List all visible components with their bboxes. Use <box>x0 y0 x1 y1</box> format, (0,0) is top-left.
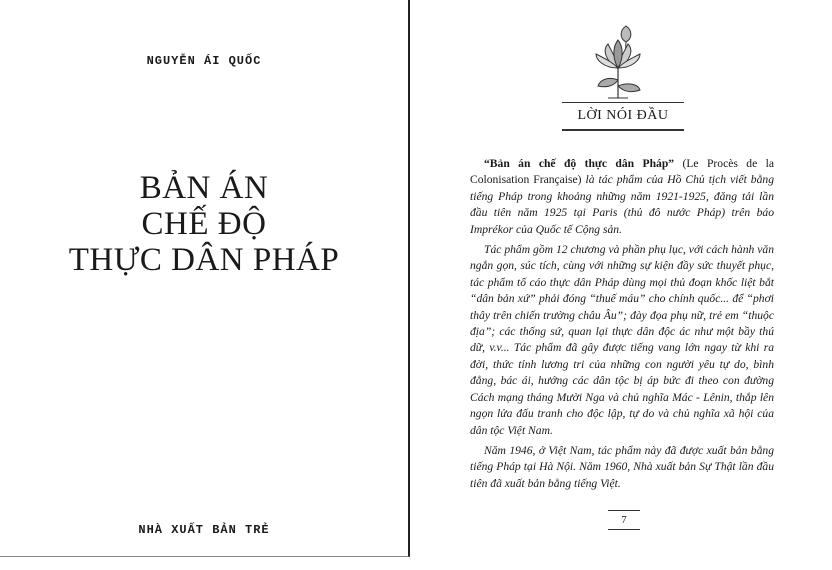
paragraph <box>470 156 774 238</box>
preface-text <box>470 156 774 496</box>
book-title-line-3: THỰC DÂN PHÁP <box>68 242 340 278</box>
lotus-icon <box>588 20 648 100</box>
paragraph-text: là tác phẩm của Hồ Chủ tịch viết bằng tiếng Pháp trong khoảng những năm 1921-1925, đăng tải lần đầu tiên năm 1925 tại Paris (thủ đô nước Pháp) trên báo Imprékor của Quốc tế Cộng sản. <box>470 173 774 236</box>
paragraph: Năm 1946, ở Việt Nam, tác phẩm này đã được xuất bản bằng tiếng Pháp tại Hà Nội. Năm 1960, Nhà xuất bản Sự Thật lần đầu tiên đã xuất bản bằng tiếng Việt. <box>470 443 774 490</box>
right-page <box>418 0 832 570</box>
book-author: NGUYỄN ÁI QUỐC <box>146 54 262 68</box>
work-title: “Bản án chế độ thực dân Pháp” <box>484 157 675 170</box>
section-heading: LỜI NÓI ĐẦU <box>562 102 684 131</box>
book-title <box>0 170 408 278</box>
book-title-line-1: BẢN ÁN <box>139 170 269 206</box>
book-publisher: NHÀ XUẤT BẢN TRẺ <box>138 523 270 537</box>
left-page <box>0 0 410 557</box>
original-title: (Le Procès de la Colonisation Française) <box>470 157 775 187</box>
book-title-line-2: CHẾ ĐỘ <box>141 206 267 242</box>
paragraph: Tác phẩm gồm 12 chương và phần phụ lục, với cách hành văn ngắn gọn, súc tích, cùng với những sự kiện đầy sức thuyết phục, tác phẩm tố cáo thực dân Pháp dùng mọi thủ đoạn khốc liệt bắt “dân bản xứ” phải đóng “thuế máu” cho chính quốc... để “phơi thây trên chiến trường châu Âu”; đày đọa phụ nữ, trẻ em “thuộc địa”; các thống sứ, quan lại thực dân độc ác như một bầy thú dữ, v.v... Tác phẩm đã gây được tiếng vang lớn ngay từ khi ra đời, thức tỉnh lương tri của những con người yêu tự do, bình đẳng, bác ái, hướng các dân tộc bị áp bức đi theo con đường Cách mạng tháng Mười Nga và chủ nghĩa Mác - Lênin, thắp lên ngọn lửa đấu tranh cho độc lập, tự do và chủ nghĩa xã hội của dân tộc Việt Nam. <box>470 243 774 437</box>
page-number: 7 <box>608 510 640 530</box>
